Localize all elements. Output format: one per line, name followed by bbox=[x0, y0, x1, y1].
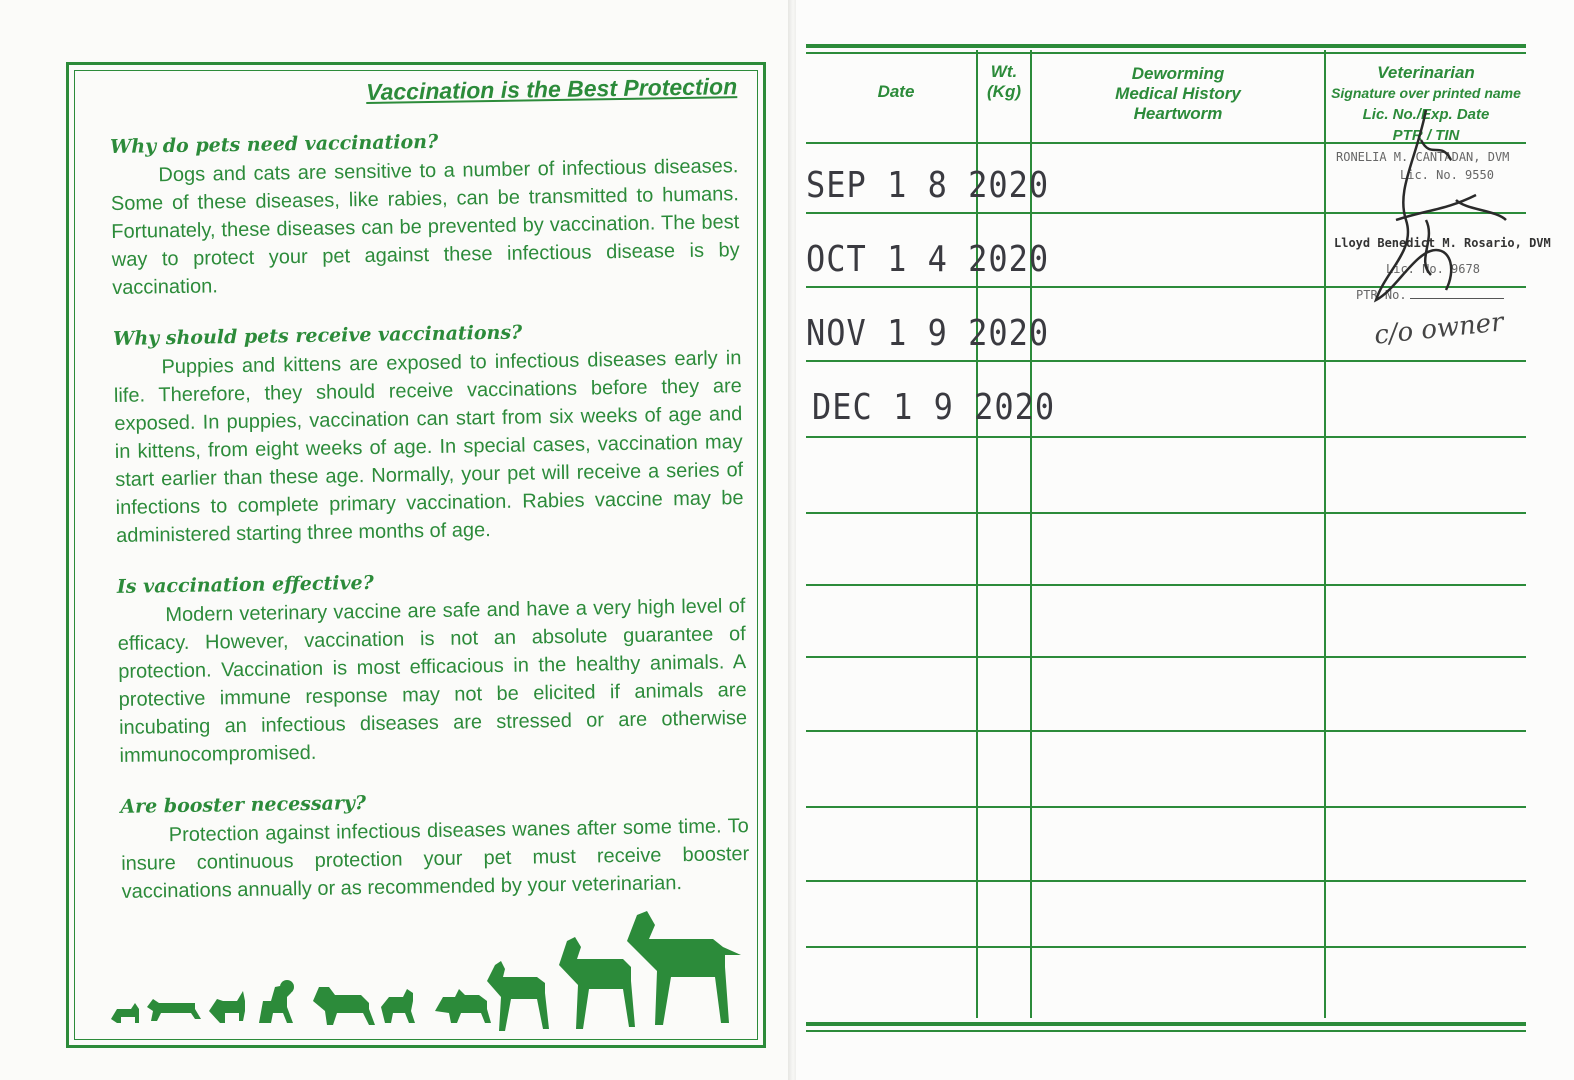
question-heading: Is vaccination effective? bbox=[116, 571, 374, 598]
vet-stamp-ptr: PTR No. bbox=[1356, 288, 1407, 302]
dog-silhouettes-illustration bbox=[109, 911, 749, 1031]
header-veterinarian: Veterinarian Signature over printed name Lic. No./Exp. Date PTR / TIN bbox=[1331, 63, 1521, 144]
header-weight: Wt. (Kg) bbox=[987, 62, 1021, 101]
header-deworming: Deworming Medical History Heartworm bbox=[1115, 64, 1241, 123]
answer-paragraph: Modern veterinary vaccine are safe and have a very high level of efficacy. However, vaccination is not an absolute guarantee of protection. Vaccination is most efficacious in the healthy animals. A protective immune response may not be elicited if animals are incubating an infectious diseases are stressed or are otherwise immunocompromised. bbox=[117, 595, 748, 767]
answer-paragraph: Protection against infectious diseases wanes after some time. To insure continuous protection your pet must receive booster vaccinations annually or as recommended by your veterinarian. bbox=[121, 815, 750, 903]
vet-stamp-license: Lic. No. 9678 bbox=[1386, 262, 1480, 276]
page-title: Vaccination is the Best Protection bbox=[365, 73, 738, 105]
info-frame bbox=[66, 62, 766, 1048]
right-page bbox=[796, 0, 1574, 1080]
header-date: Date bbox=[877, 82, 915, 101]
answer-paragraph: Dogs and cats are sensitive to a number of infectious diseases. Some of these diseases, like rabies, can be transmitted to humans. Fortunately, these diseases can be prevented by vaccination. The best way to protect your pet against these infectious disease is by vaccination. bbox=[110, 155, 740, 299]
signature-scribble bbox=[1356, 100, 1516, 330]
question-heading: Why should pets receive vaccinations? bbox=[112, 321, 523, 350]
info-content bbox=[109, 73, 750, 932]
date-stamp: DEC 1 9 2020 bbox=[812, 386, 1056, 428]
date-stamp: NOV 1 9 2020 bbox=[806, 312, 1050, 354]
question-heading: Why do pets need vaccination? bbox=[109, 130, 439, 158]
vet-stamp-name: Lloyd Benedict M. Rosario, DVM bbox=[1334, 236, 1551, 250]
date-stamp: OCT 1 4 2020 bbox=[806, 238, 1050, 280]
question-heading: Are booster necessary? bbox=[120, 792, 367, 818]
handwritten-note: c/o owner bbox=[1372, 307, 1505, 351]
answer-paragraph: Puppies and kittens are exposed to infectious diseases early in life. Therefore, they should receive vaccinations before they are exposed. In puppies, vaccination can start from six weeks of age and in kittens, from eight weeks of age. In special cases, vaccination may start earlier than these age. Normally, your pet will receive a series of infections to complete primary vaccination. Rabies vaccine may be administered starting three months of age. bbox=[113, 347, 744, 547]
vet-stamp-license: Lic. No. 9550 bbox=[1400, 168, 1494, 182]
vet-stamp-name: RONELIA M. CANTADAN, DVM bbox=[1336, 150, 1510, 164]
date-stamp: SEP 1 8 2020 bbox=[806, 164, 1050, 206]
